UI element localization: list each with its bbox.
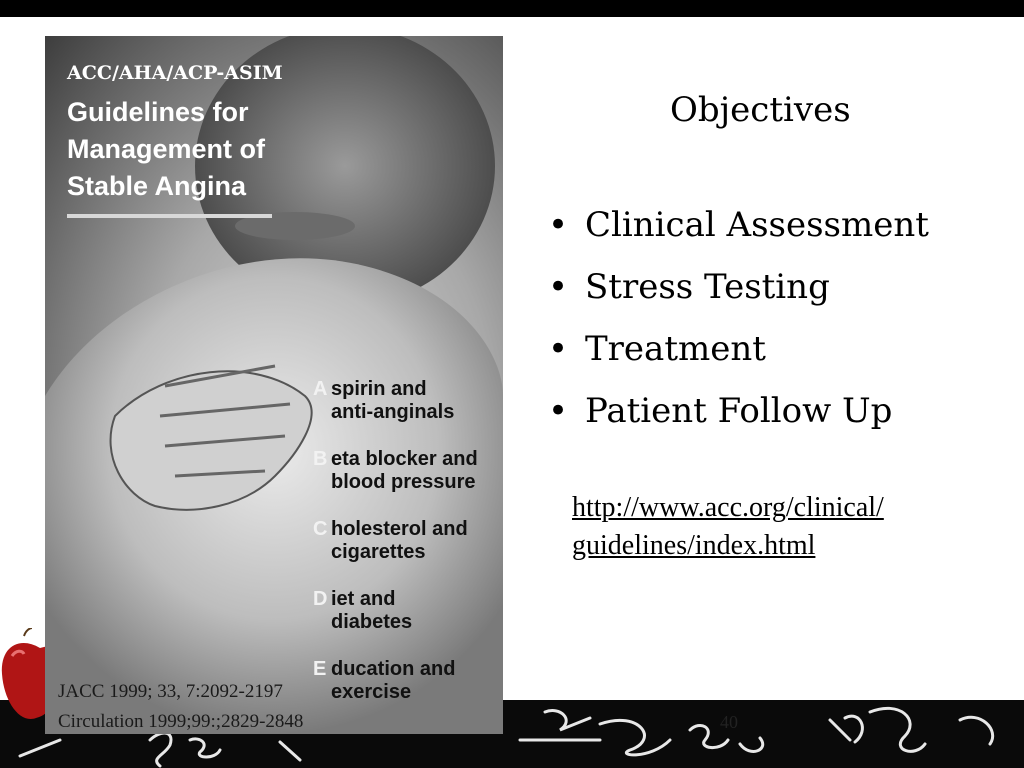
abc-letter: D bbox=[313, 588, 328, 610]
bullet-text: Patient Follow Up bbox=[585, 391, 893, 431]
cover-title: Guidelines for Management of Stable Angina bbox=[67, 97, 266, 201]
abc-item-a bbox=[313, 378, 493, 424]
abc-item-e bbox=[313, 658, 493, 704]
list-item bbox=[548, 264, 968, 310]
bullet-text: Clinical Assessment bbox=[585, 205, 929, 245]
guidelines-link[interactable] bbox=[572, 489, 972, 565]
abc-letter: B bbox=[313, 448, 328, 470]
cover-divider bbox=[67, 214, 272, 218]
abc-letter: C bbox=[313, 518, 328, 540]
link-line-1: http://www.acc.org/clinical/ bbox=[572, 492, 884, 523]
abc-letter: E bbox=[313, 658, 327, 680]
abc-item-d bbox=[313, 588, 493, 634]
apple-icon bbox=[0, 628, 48, 728]
list-item bbox=[548, 202, 968, 248]
cover-organization: ACC/AHA/ACP-ASIM bbox=[67, 62, 283, 84]
slide-number: 40 bbox=[720, 712, 738, 732]
abc-mnemonic-list bbox=[313, 378, 493, 728]
abc-line1: iet and bbox=[331, 588, 396, 610]
link-line-2: guidelines/index.html bbox=[572, 530, 816, 561]
list-item bbox=[548, 326, 968, 372]
citation-circulation: Circulation 1999;99:;2829-2848 bbox=[58, 711, 304, 732]
bullet-icon: • bbox=[548, 205, 569, 245]
abc-line2: cigarettes bbox=[331, 541, 426, 563]
abc-line2: blood pressure bbox=[331, 471, 476, 493]
abc-line1: ducation and bbox=[331, 658, 456, 680]
abc-line1: holesterol and bbox=[331, 518, 468, 540]
objectives-list bbox=[548, 202, 968, 450]
bullet-icon: • bbox=[548, 267, 569, 307]
abc-item-b bbox=[313, 448, 493, 494]
abc-line2: exercise bbox=[331, 681, 412, 703]
bullet-text: Stress Testing bbox=[585, 267, 830, 307]
abc-line2: diabetes bbox=[331, 611, 413, 633]
top-bar bbox=[0, 0, 1024, 17]
list-item bbox=[548, 388, 968, 434]
abc-item-c bbox=[313, 518, 493, 564]
objectives-heading: Objectives bbox=[670, 90, 851, 130]
guidelines-cover-image bbox=[45, 36, 503, 734]
abc-line2: anti-anginals bbox=[331, 401, 455, 423]
abc-letter: A bbox=[313, 378, 328, 400]
bullet-text: Treatment bbox=[585, 329, 766, 369]
abc-line1: spirin and bbox=[331, 378, 427, 400]
bullet-icon: • bbox=[548, 329, 569, 369]
citation-jacc: JACC 1999; 33, 7:2092-2197 bbox=[58, 681, 283, 702]
bullet-icon: • bbox=[548, 391, 569, 431]
abc-line1: eta blocker and bbox=[331, 448, 478, 470]
